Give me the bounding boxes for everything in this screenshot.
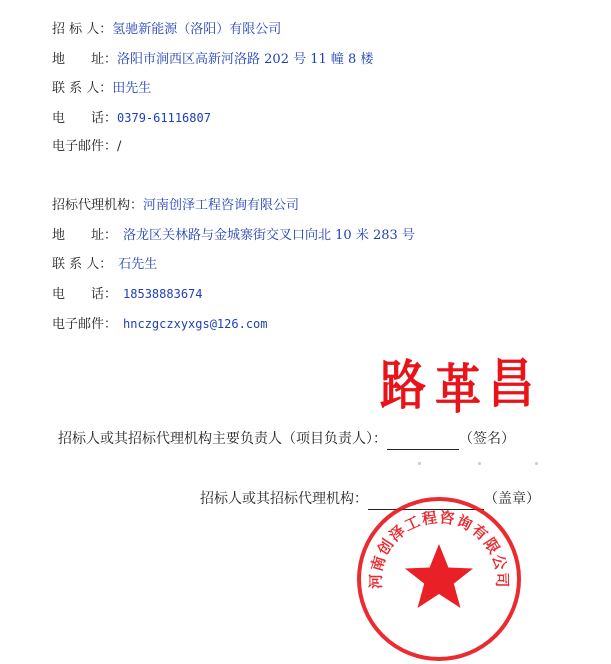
- principal-signature-label: 招标人或其招标代理机构主要负责人（项目负责人）：: [58, 431, 387, 447]
- agency-contact-row: [52, 257, 157, 273]
- stamp-label: 招标人或其招标代理机构：: [200, 491, 368, 507]
- tenderer-address-label: 地 址：: [52, 52, 118, 67]
- signature-char-2: 革: [435, 357, 481, 421]
- tenderer-address-value: 洛阳市涧西区高新河洛路 202 号 11 幢 8 楼: [117, 52, 374, 67]
- tenderer-phone-row: [52, 110, 211, 127]
- agency-name-row: [52, 198, 299, 214]
- stamp-suffix: （盖章）: [484, 491, 540, 507]
- red-signature: [380, 351, 534, 421]
- agency-contact-value: 石先生: [118, 257, 158, 272]
- star-icon: [405, 544, 473, 608]
- agency-email-label: 电子邮件：: [52, 317, 118, 332]
- tenderer-email-value: /: [117, 139, 122, 154]
- agency-phone-row: [52, 286, 203, 303]
- agency-name-label: 招标代理机构：: [52, 198, 144, 213]
- tenderer-email-row: [52, 139, 121, 155]
- signature-char-1: 路: [380, 353, 426, 417]
- tenderer-name-label: 招 标 人：: [52, 22, 113, 37]
- signature-char-3: 昌: [488, 351, 534, 415]
- agency-email-value: hnczgczxyxgs@126.com: [123, 317, 268, 331]
- seal-text: 河南创泽工程咨询有限公司: [366, 508, 512, 589]
- agency-address-value: 洛龙区关林路与金城寨街交叉口向北 10 米 283 号: [123, 228, 415, 243]
- agency-address-label: 地 址：: [52, 228, 118, 243]
- tenderer-phone-label: 电 话：: [52, 111, 118, 126]
- tenderer-address-row: [52, 52, 373, 68]
- agency-name-value: 河南创泽工程咨询有限公司: [143, 198, 300, 213]
- agency-email-row: [52, 316, 268, 333]
- tenderer-contact-value: 田先生: [112, 81, 152, 96]
- principal-signature-row: [58, 428, 515, 450]
- tenderer-phone-value: 0379-61116807: [117, 111, 211, 125]
- agency-phone-label: 电 话：: [52, 287, 118, 302]
- faint-dot: [478, 462, 481, 465]
- tenderer-name-value: 氢驰新能源（洛阳）有限公司: [112, 22, 282, 37]
- company-seal: [354, 494, 524, 664]
- tenderer-name-row: [52, 22, 281, 38]
- principal-signature-suffix: （签名）: [459, 431, 515, 447]
- agency-address-row: [52, 228, 415, 244]
- agency-contact-label: 联 系 人：: [52, 257, 113, 272]
- faint-dot: [418, 462, 421, 465]
- tenderer-email-label: 电子邮件：: [52, 139, 118, 154]
- principal-signature-blank: [387, 433, 459, 450]
- tenderer-contact-label: 联 系 人：: [52, 81, 113, 96]
- agency-phone-value: 18538883674: [123, 287, 203, 301]
- faint-dot: [535, 462, 538, 465]
- tenderer-contact-row: [52, 81, 151, 97]
